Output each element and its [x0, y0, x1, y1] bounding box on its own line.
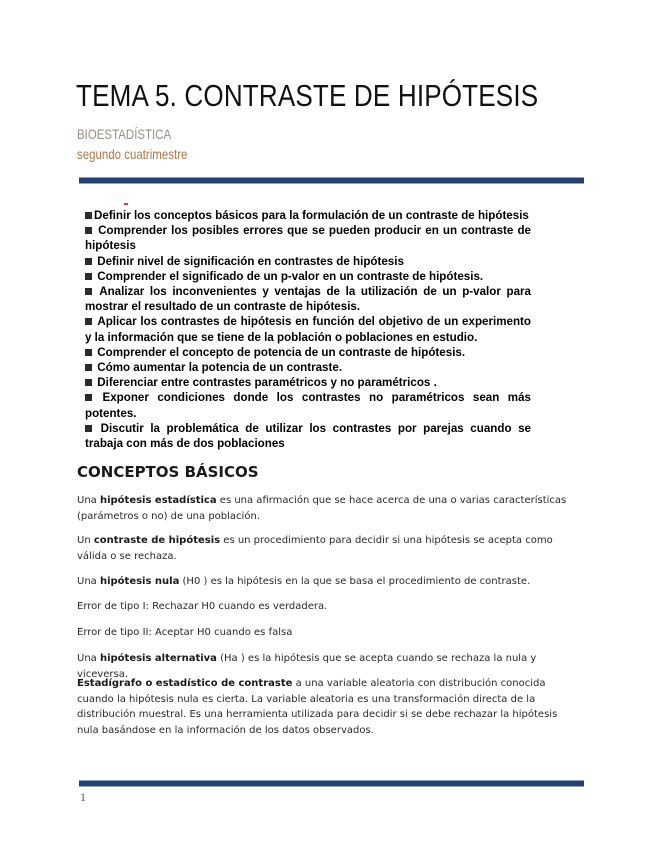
definition-paragraph: Una hipótesis nula (H0 ) es la hipótesis en la que se basa el procedimiento de contraste. [77, 576, 531, 587]
square-bullet-icon [85, 379, 92, 386]
section-heading: CONCEPTOS BÁSICOS [77, 463, 259, 481]
definition-paragraph: Un contraste de hipótesis es un procedimiento para decidir si una hipótesis se acepta como válida o se rechaza. [77, 535, 553, 562]
page-number: 1 [80, 790, 86, 804]
error-type-1-paragraph: Error de tipo I: Rechazar H0 cuando es verdadera. [77, 601, 328, 612]
objective-item: Discutir la problemática de utilizar los contrastes por parejas cuando se trabaja con más de dos poblaciones [85, 421, 531, 451]
red-mark [124, 203, 128, 205]
square-bullet-icon [85, 318, 92, 325]
objective-item: Analizar los inconvenientes y ventajas de la utilización de un p-valor para mostrar el resultado de un contraste de hipótesis. [85, 285, 531, 314]
objective-item: Cómo aumentar la potencia de un contraste. [85, 360, 531, 375]
objective-item: Comprender los posibles errores que se pueden producir en un contraste de hipótesis [85, 224, 531, 253]
objective-item: Aplicar los contrastes de hipótesis en función del objetivo de un experimento y la información que se tiene de la población o poblaciones en estudio. [85, 315, 531, 344]
square-bullet-icon [85, 425, 92, 432]
definition-paragraph: Estadígrafo o estadístico de contraste a una variable aleatoria con distribución conocida cuando la hipótesis nula es cierta. La variable aleatoria es una transformación directa de la distribución muestral. Es una herramienta utilizada para decidir si se debe rechazar la hipótesis nula basándose en la información de los datos observados. [77, 678, 558, 736]
square-bullet-icon [85, 349, 92, 356]
objective-item: Exponer condiciones donde los contrastes no paramétricos sean más potentes. [85, 391, 531, 420]
document-title: TEMA 5. CONTRASTE DE HIPÓTESIS [76, 78, 539, 113]
objective-item: Comprender el significado de un p-valor en un contraste de hipótesis. [85, 269, 531, 284]
term-label: segundo cuatrimestre [77, 146, 188, 162]
square-bullet-icon [85, 288, 92, 295]
square-bullet-icon [85, 212, 92, 219]
objective-item: Definir nivel de significación en contrastes de hipótesis [85, 254, 531, 269]
square-bullet-icon [85, 273, 92, 280]
footer-divider [79, 780, 584, 787]
subject-label: BIOESTADÍSTICA [77, 126, 172, 142]
objectives-list [85, 208, 531, 451]
square-bullet-icon [85, 364, 92, 371]
square-bullet-icon [85, 394, 92, 401]
definition-paragraph: Una hipótesis alternativa (Ha ) es la hipótesis que se acepta cuando se rechaza la nula y viceversa. [77, 653, 537, 680]
square-bullet-icon [85, 258, 92, 265]
objective-item: Diferenciar entre contrastes paramétricos y no paramétricos . [85, 375, 531, 390]
objective-item: Comprender el concepto de potencia de un contraste de hipótesis. [85, 345, 531, 360]
square-bullet-icon [85, 227, 92, 234]
error-type-2-paragraph: Error de tipo II: Aceptar H0 cuando es falsa [77, 627, 293, 638]
objective-item: Definir los conceptos básicos para la formulación de un contraste de hipótesis [85, 208, 531, 223]
header-divider [79, 177, 584, 184]
definition-paragraph: Una hipótesis estadística es una afirmación que se hace acerca de una o varias características (parámetros o no) de una población. [77, 495, 567, 522]
